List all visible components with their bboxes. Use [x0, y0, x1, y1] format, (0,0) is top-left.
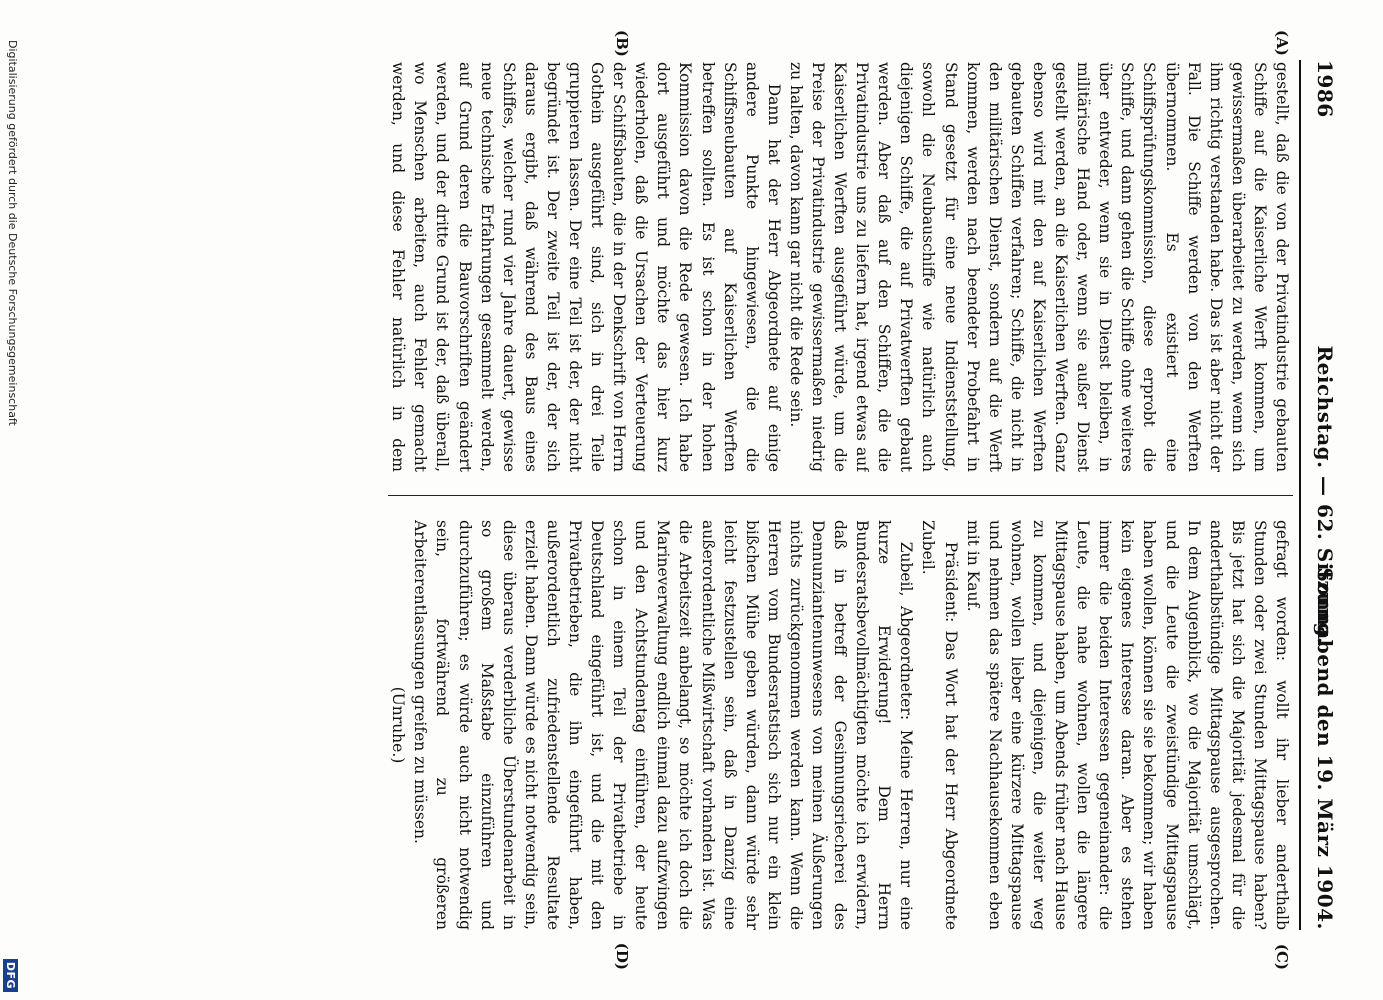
column-divider [388, 495, 1293, 496]
paragraph: gestellt, daß die von der Privatindustrie gebauten Schiffe auf die Kaiserliche Werft kommen, um gewissermaßen überarbeitet zu werden, wenn sich ihm richtig verstanden habe. Das ist aber nicht der Fall. Die Schiffe werden von den Werften übernommen. Es existiert eine Schiffsprüfungskommission, diese erprobt die Schiffe, und dann gehen die Schiffe ohne weiteres über entweder, wenn sie in Dienst bleiben, in militärische Hand oder, wenn sie außer Dienst gestellt werden, an die Kaiserlichen Werften. Ganz ebenso wird mit den auf Kaiserlichen Werften gebauten Schiffen verfahren; Schiffe, die nicht in den militärischen Dienst, sondern auf die Werft kommen, werden nach beendeter Probefahrt in Stand gesetzt für eine neue Indienststellung, sowohl die Neubauschiffe wie natürlich auch diejenigen Schiffe, die auf Privatwerften gebaut werden. Aber daß auf den Schiffen, die die Privatindustrie uns zu liefern hat, irgend etwas auf Kaiserlichen Werften ausgeführt würde, um die Preise der Privatindustrie gewissermaßen niedrig zu halten, davon kann gar nicht die Rede sein. [786, 62, 1291, 472]
dfg-logo: DFG [3, 959, 18, 992]
margin-letter-b: (B) [613, 30, 631, 57]
header-rule [1299, 60, 1301, 930]
paragraph: gefragt worden: wollt ihr lieber anderthalb Stunden oder zwei Stunden Mittagspause haben? Bis jetzt hat sich die Majorität jedesmal für die anderthalbstündige Mittagspause ausgesprochen. In dem Augenblick, wo die Majorität umschlägt, und die Leute die zweistündige Mittagspause haben wollen, können sie sie bekommen; wir haben kein eigenes Interesse daran. Aber es stehen immer die beiden Interessen gegeneinander: die Leute, die nahe wohnen, wollen die längere Mittagspause haben, um Abends früher nach Hause zu kommen, und diejenigen, die weiter weg wohnen, wollen lieber eine kürzere Mittagspause und nehmen das spätere Nachhausekommen eben mit in Kauf. [963, 520, 1291, 930]
page-number: 1986 [1313, 60, 1337, 118]
right-column [388, 520, 1293, 930]
page-title: Reichstag. — 62. Sitzung. [1313, 345, 1337, 645]
speech-zubeil: Zubeil, Abgeordneter: Meine Herren, nur eine kurze Erwiderung! Dem Herrn Bundesratsbevollmächtigten möchte ich erwidern, daß in betreff der Gesinnungsriecherei des Dennunziantenunwesens von meinen Äußerungen nichts zurückgenommen werden kann. Wenn die Herren vom Bundesratstisch sich nur ein klein bißchen Mühe geben würden, dann würde sehr leicht festzustellen sein, daß in Danzig eine außerordentliche Mißwirtschaft vorhanden ist. Was die Arbeitszeit anbelangt, so möchte ich doch die Marineverwaltung endlich einmal dazu aufzwingen und den Achtstundentag einführen, der heute schon in einem Teil der Privatbetriebe in Deutschland eingeführt ist, und die mit den Privatbetrieben, die ihn eingeführt haben, außerordentlich zufriedenstellende Resultate erzielt haben. Dann würde es nicht notwendig sein, diese überaus verderbliche Überstundenarbeit in so großem Maßstabe einzuführen und durchzuführen; es würde auch nicht notwendig sein, fortwährend zu größeren Arbeiterentlassungen greifen zu müssen. [411, 520, 916, 930]
president-remark: Präsident: Das Wort hat der Herr Abgeordnete Zubeil. [919, 520, 960, 930]
page-header [1307, 60, 1343, 930]
margin-letter-c: (C) [1273, 943, 1291, 970]
margin-letter-d: (D) [613, 942, 631, 970]
session-date: Sonnabend den 19. März 1904. [1313, 567, 1337, 930]
left-column [388, 62, 1293, 472]
stage-direction: (Unruhe.) [389, 686, 408, 764]
digitization-credit: Digitalisierung gefördert durch die Deutsche Forschungsgemeinschaft [6, 40, 19, 426]
margin-letter-a: (A) [1273, 30, 1291, 56]
paragraph: Dann hat der Herr Abgeordnete auf einige andere Punkte hingewiesen, die die Schiffsneubauten auf Kaiserlichen Werften betreffen sollten. Es ist schon in der hohen Kommission davon die Rede gewesen. Ich habe dort ausgeführt und möchte das hier kurz wiederholen, daß die Ursachen der Verteuerung der Schiffsbauten, die in der Denkschrift von Herrn Gothein ausgeführt sind, sich in drei Teile gruppieren lassen. Der eine Teil ist der, der nicht begründet ist. Der zweite Teil ist der, der sich daraus ergibt, daß während des Baus eines Schiffes, welcher rund vier Jahre dauert, gewisse neue technische Erfahrungen gesammelt werden, auf Grund deren die Bauvorschriften geändert werden, und der dritte Grund ist der, daß überall, wo Menschen arbeiten, auch Fehler gemacht werden, und diese Fehler natürlich in dem [389, 62, 783, 472]
